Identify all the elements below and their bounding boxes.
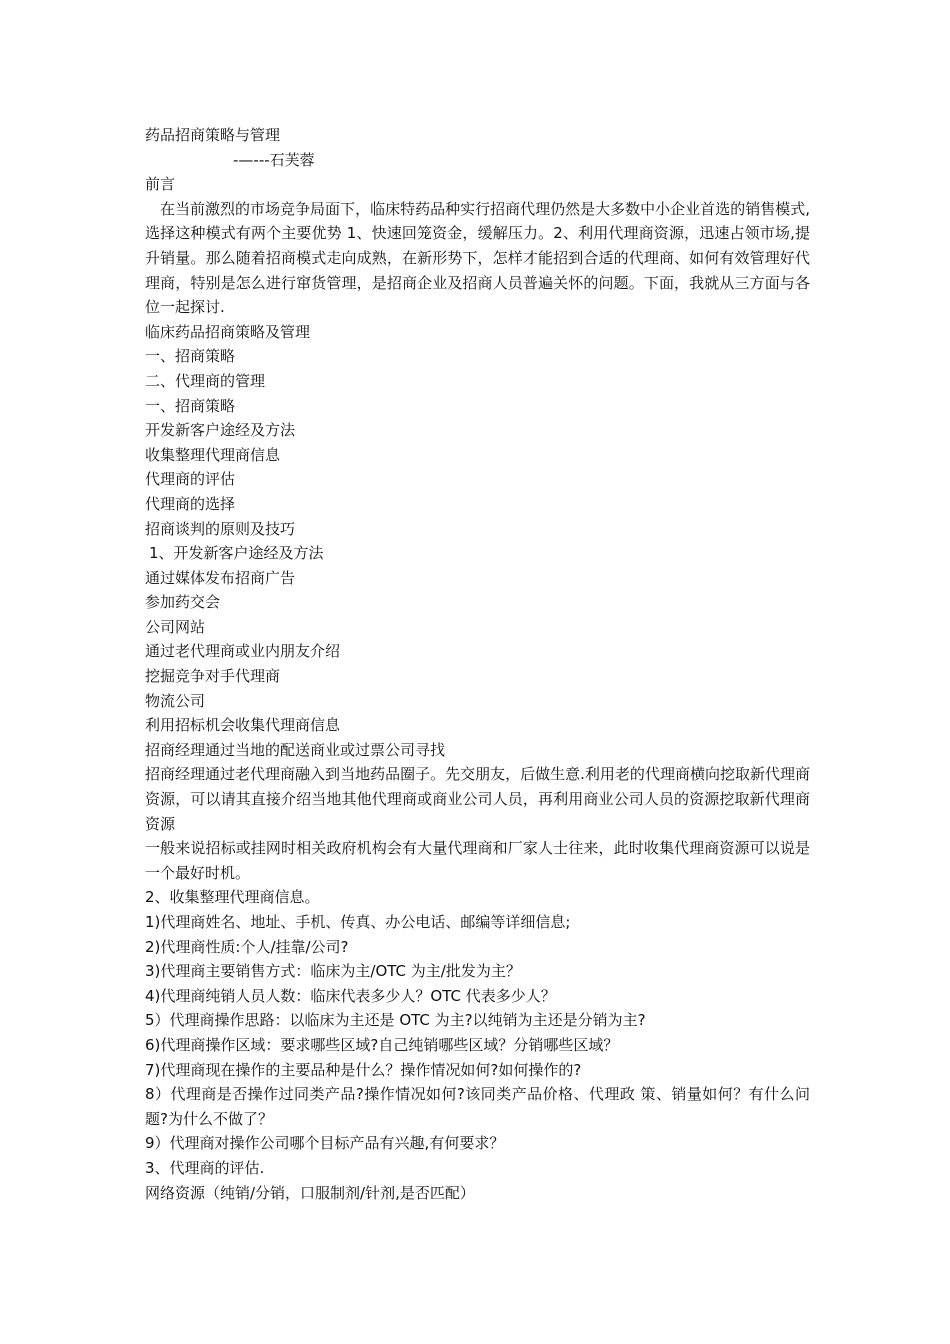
document-page: [145, 123, 810, 1205]
section1-item: 公司网站: [145, 617, 206, 636]
section2-item: 9）代理商对操作公司哪个目标产品有兴趣,有何要求？: [145, 1134, 505, 1153]
section1-paragraph: 招商经理通过老代理商融入到当地药品圈子。先交朋友，后做生意.利用老的代理商横向挖取新代理商资源，可以请其直接介绍当地其他代理商或商业公司人员，再利用商业公司人员的资源挖取新代理商资源: [145, 765, 810, 833]
section1-item: 通过媒体发布招商广告: [145, 568, 296, 587]
section2-item: 1)代理商姓名、地址、手机、传真、办公电话、邮编等详细信息;: [145, 913, 571, 931]
document-author: -—---石芙蓉: [233, 150, 315, 169]
outline-item: 开发新客户途经及方法: [145, 421, 296, 440]
section2-item: 8）代理商是否操作过同类产品?操作情况如何?该同类产品价格、代理政 策、销量如何？有什么问题?为什么不做了？: [145, 1085, 810, 1128]
section1-item: 参加药交会: [145, 593, 221, 612]
section1-item: 挖掘竞争对手代理商: [145, 667, 281, 686]
outline-item: 招商谈判的原则及技巧: [145, 519, 296, 538]
preface-paragraph: 在当前激烈的市场竞争局面下，临床特药品种实行招商代理仍然是大多数中小企业首选的销售模式,选择这种模式有两个主要优势 1、快速回笼资金，缓解压力。2、利用代理商资源，迅速占领市场,提升销量。那么随着招商模式走向成熟，在新形势下，怎样才能招到合适的代理商、如何有效管理好代理商，特别是怎么进行窜货管理，是招商企业及招商人员普遍关怀的问题。下面，我就从三方面与各位一起探讨.: [145, 199, 810, 317]
section1-item: 招商经理通过当地的配送商业或过票公司寻找: [145, 740, 446, 759]
outline-item: 代理商的评估: [145, 470, 236, 489]
section2-heading: 2、收集整理代理商信息。: [145, 888, 320, 907]
section2-item: 7)代理商现在操作的主要品种是什么？操作情况如何?如何操作的?: [145, 1060, 582, 1079]
outline-item: 一、招商策略: [145, 396, 236, 415]
section1-heading: 1、开发新客户途经及方法: [149, 544, 324, 563]
section2-item: 6)代理商操作区域：要求哪些区域?自己纯销哪些区域？分销哪些区域？: [145, 1035, 619, 1054]
outline-item: 一、招商策略: [145, 347, 236, 366]
section3-heading: 3、代理商的评估.: [145, 1158, 265, 1177]
section2-item: 4)代理商纯销人员人数：临床代表多少人？OTC 代表多少人？: [145, 986, 556, 1005]
document-title: 药品招商策略与管理: [145, 126, 281, 144]
section3-item: 网络资源（纯销/分销，口服制剂/针剂,是否匹配）: [145, 1183, 475, 1202]
outline-item: 二、代理商的管理: [145, 371, 266, 390]
outline-title: 临床药品招商策略及管理: [145, 322, 311, 341]
outline-item: 收集整理代理商信息: [145, 445, 281, 464]
section1-item: 利用招标机会收集代理商信息: [145, 716, 341, 735]
section2-item: 5）代理商操作思路：以临床为主还是 OTC 为主?以纯销为主还是分销为主?: [145, 1011, 646, 1030]
outline-item: 代理商的选择: [145, 494, 236, 513]
preface-heading: 前言: [145, 175, 176, 194]
section1-item: 通过老代理商或业内朋友介绍: [145, 642, 341, 661]
section1-item: 物流公司: [145, 691, 206, 710]
section2-item: 2)代理商性质:个人/挂靠/公司?: [145, 937, 349, 956]
section1-paragraph: 一般来说招标或挂网时相关政府机构会有大量代理商和厂家人士往来，此时收集代理商资源可以说是一个最好时机。: [145, 839, 810, 882]
section2-item: 3)代理商主要销售方式：临床为主/OTC 为主/批发为主？: [145, 962, 521, 981]
